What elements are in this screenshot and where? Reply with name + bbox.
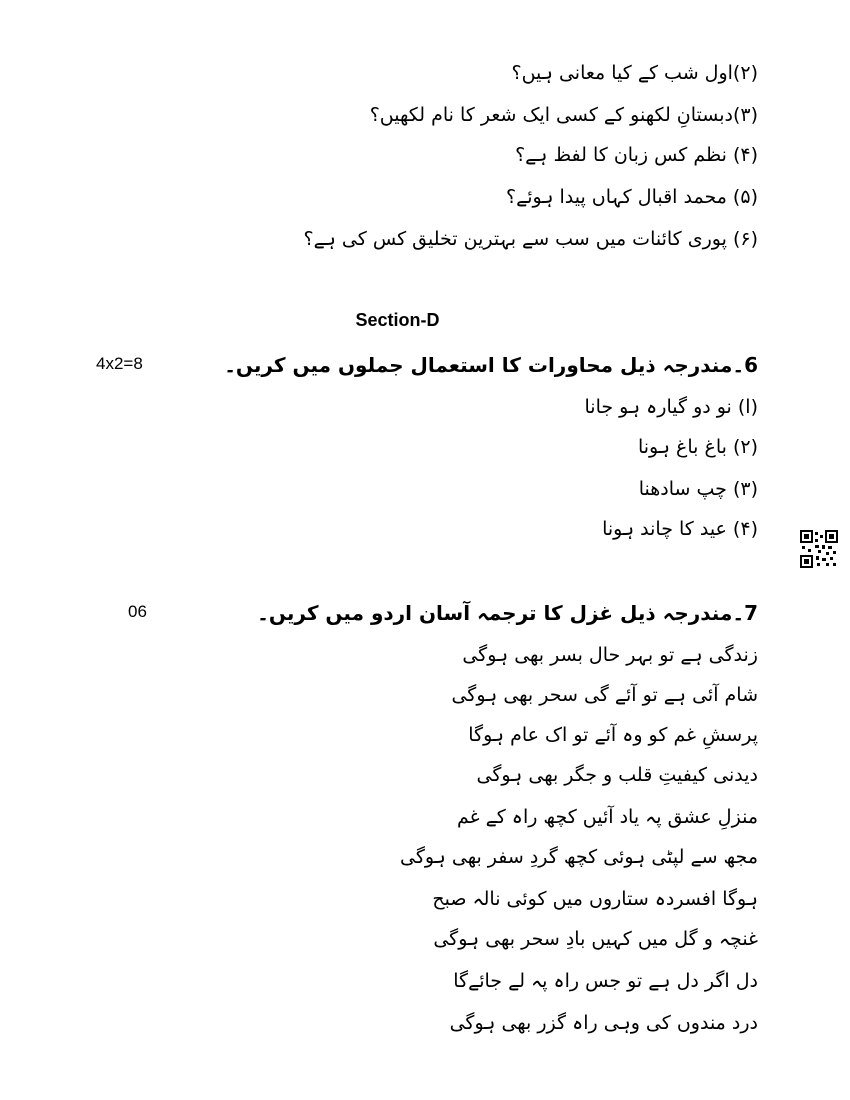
- ghazal-line-5: منزلِ عشق پہ یاد آئیں کچھ راہ کے غم: [456, 806, 758, 828]
- q7-marks: 06: [128, 602, 147, 621]
- ghazal-line-8: غنچہ و گل میں کہیں بادِ سحر بھی ہوگی: [433, 928, 758, 950]
- ghazal-line-1: زندگی ہے تو بہر حال بسر بھی ہوگی: [462, 644, 758, 666]
- question-6: (۶) پوری کائنات میں سب سے بہترین تخلیق کس کی ہے؟: [303, 228, 758, 250]
- ghazal-line-6: مجھ سے لپٹی ہوئی کچھ گردِ سفر بھی ہوگی: [399, 846, 758, 868]
- ghazal-line-4: دیدنی کیفیتِ قلب و جگر بھی ہوگی: [476, 764, 758, 786]
- q6-item-4: (۴) عید کا چاند ہونا: [602, 518, 758, 540]
- q6-item-1: (ا) نو دو گیارہ ہو جانا: [584, 396, 758, 418]
- q6-heading: 6۔مندرجہ ذیل محاورات کا استعمال جملوں میں کریں۔: [224, 353, 758, 377]
- ghazal-line-7: ہوگا افسردہ ستاروں میں کوئی نالہ صبح: [432, 888, 758, 910]
- question-3: (۳)دبستانِ لکھنو کے کسی ایک شعر کا نام لکھیں؟: [369, 104, 758, 126]
- section-title: Section-D: [355, 310, 440, 330]
- ghazal-line-3: پرسشِ غم کو وہ آئے تو اک عام ہوگا: [468, 724, 758, 746]
- ghazal-line-10: درد مندوں کی وہی راہ گزر بھی ہوگی: [449, 1012, 758, 1034]
- ghazal-line-9: دل اگر دل ہے تو جس راہ پہ لے جائےگا: [453, 970, 758, 992]
- q7-heading: 7۔مندرجہ ذیل غزل کا ترجمہ آسان اردو میں کریں۔: [257, 601, 758, 625]
- ghazal-line-2: شام آئی ہے تو آئے گی سحر بھی ہوگی: [451, 684, 758, 706]
- question-5: (۵) محمد اقبال کہاں پیدا ہوئے؟: [506, 186, 758, 208]
- question-2: (۲)اول شب کے کیا معانی ہیں؟: [511, 62, 758, 84]
- qr-code-icon: [800, 530, 838, 568]
- q6-item-2: (۲) باغ باغ ہونا: [637, 436, 758, 458]
- q6-item-3: (۳) چپ سادھنا: [638, 478, 758, 500]
- question-4: (۴) نظم کس زبان کا لفظ ہے؟: [515, 144, 758, 166]
- q6-marks: 4x2=8: [96, 354, 143, 373]
